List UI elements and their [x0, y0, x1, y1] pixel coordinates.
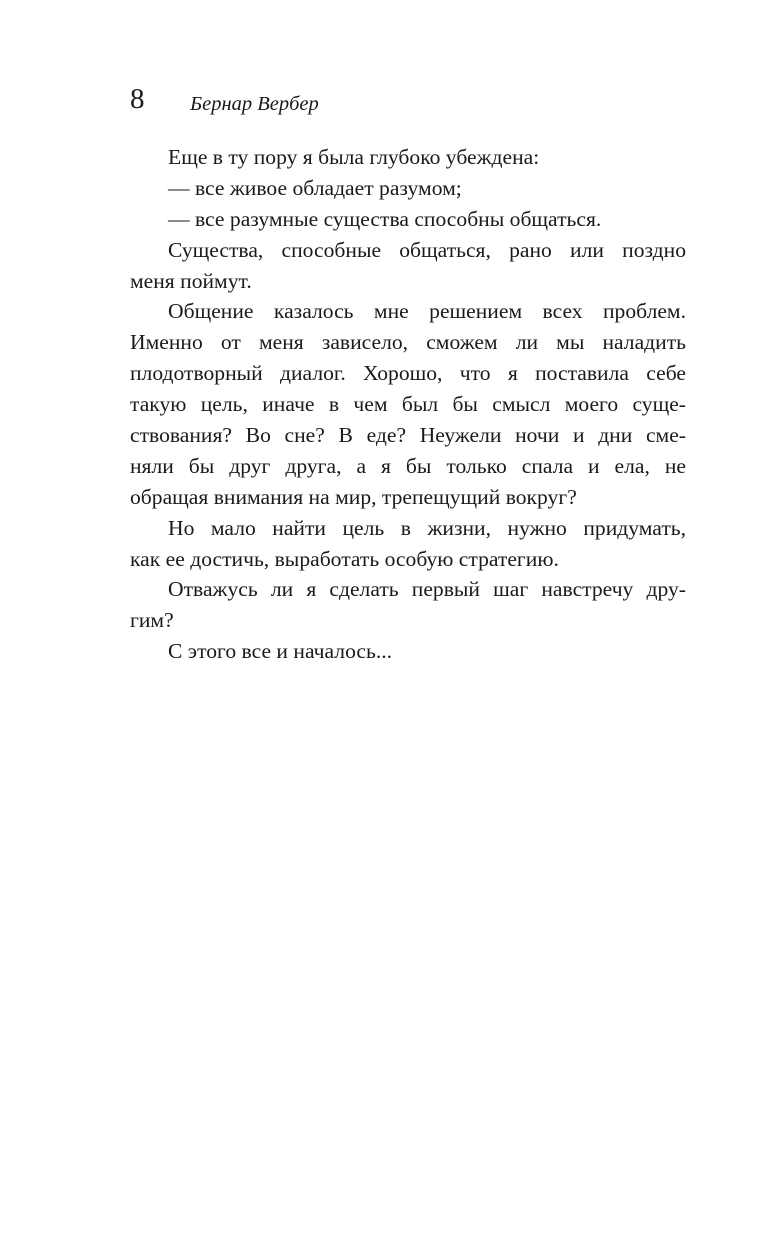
running-head-author: Бернар Вербер	[190, 93, 319, 115]
text-line: Отважусь ли я сделать первый шаг навстречу дру-	[168, 577, 686, 602]
text-line: гим?	[130, 608, 174, 633]
text-line: меня поймут.	[130, 268, 252, 293]
text-line: Существа, способные общаться, рано или поздно	[168, 237, 686, 262]
text-line: — все разумные существа способны общаться.	[168, 206, 602, 231]
body-text	[130, 142, 686, 667]
text-line: Именно от меня зависело, сможем ли мы наладить	[130, 330, 686, 355]
text-line: обращая внимания на мир, трепещущий вокруг?	[130, 484, 577, 509]
text-line: Но мало найти цель в жизни, нужно придумать,	[168, 515, 686, 540]
text-line: — все живое обладает разумом;	[168, 175, 462, 200]
text-line: такую цель, иначе в чем был бы смысл моего суще-	[130, 392, 686, 417]
text-line: няли бы друг друга, а я бы только спала и ела, не	[130, 453, 686, 478]
text-line: как ее достичь, выработать особую стратегию.	[130, 546, 559, 571]
page-number: 8	[130, 83, 145, 115]
text-line: плодотворный диалог. Хорошо, что я поставила себе	[130, 361, 686, 386]
text-line: Еще в ту пору я была глубоко убеждена:	[168, 145, 540, 169]
text-line: Общение казалось мне решением всех проблем.	[168, 299, 686, 324]
text-line: ствования? Во сне? В еде? Неужели ночи и дни сме-	[130, 423, 686, 448]
text-line: С этого все и началось...	[168, 639, 393, 664]
